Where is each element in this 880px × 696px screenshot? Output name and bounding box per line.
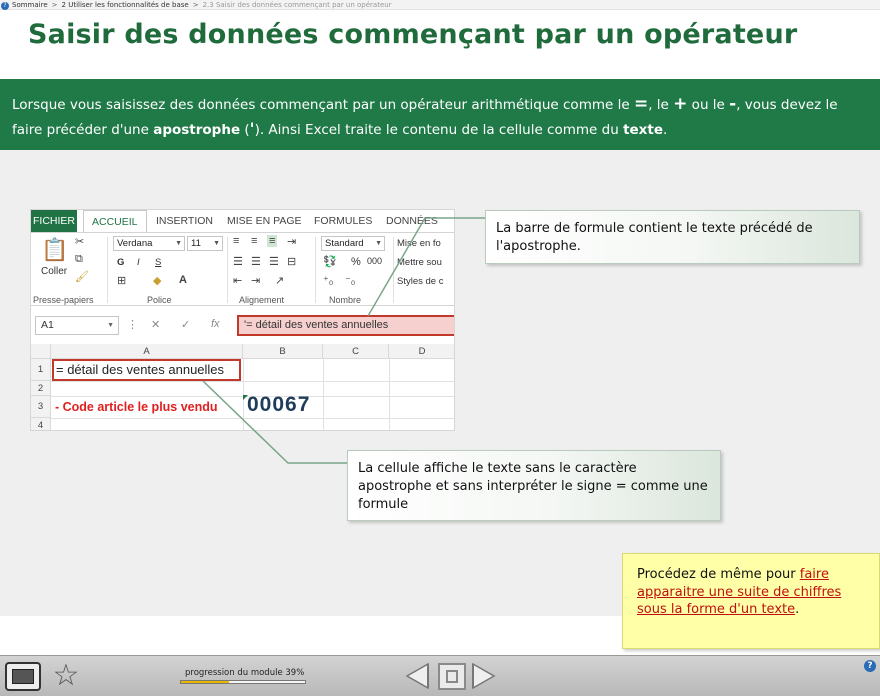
font-name-combo [113, 236, 185, 251]
ribbon-divider [227, 237, 228, 303]
breadcrumb-item-current: 2.3 Saisir des données commençant par un opérateur [202, 1, 392, 9]
currency-icon: 💱 [323, 256, 337, 268]
font-size-combo [187, 236, 223, 251]
tip-link[interactable]: faire apparaitre une suite de chiffres sous la forme d'un texte [637, 567, 842, 617]
grid-line [389, 359, 390, 431]
group-label-alignment: Alignement [239, 295, 285, 305]
column-header: C [323, 344, 389, 359]
intro-text: , le [648, 97, 674, 113]
format-as-table-item: Mettre sou [397, 257, 442, 268]
module-progress [180, 668, 306, 686]
slides-button[interactable] [438, 663, 466, 690]
orientation-icon: ↗ [275, 275, 285, 287]
column-header: B [243, 344, 323, 359]
merge-icon: ⊟ [287, 256, 297, 268]
intro-op-plus: + [673, 94, 688, 114]
formula-bar [31, 314, 455, 338]
conditional-formatting-item: Mise en fo [397, 238, 441, 249]
paste-label: Coller [41, 266, 68, 277]
intro-apostrophe-char: ' [249, 119, 255, 138]
tip-suffix: . [795, 602, 800, 617]
formula-content: '= détail des ventes annuelles [237, 315, 455, 336]
cancel-icon: ✕ [151, 319, 161, 331]
intro-text: ( [240, 122, 250, 138]
ribbon-divider [393, 237, 394, 303]
font-size-value: 11 [191, 238, 201, 249]
help-icon[interactable]: ? [1, 2, 9, 10]
intro-texte-word: texte [623, 122, 663, 138]
number-format-value: Standard [325, 238, 364, 249]
bottom-toolbar [0, 655, 880, 696]
fill-color-icon: ◆ [153, 275, 162, 287]
row-header: 1 [31, 359, 51, 381]
ribbon-divider [315, 237, 316, 303]
cell-styles-item: Styles de c [397, 276, 444, 287]
intro-op-minus: - [729, 94, 737, 114]
tab-formules: FORMULES [314, 215, 373, 227]
underline-button: S [155, 257, 162, 268]
confirm-icon: ✓ [181, 319, 191, 331]
cell-a3: - Code article le plus vendu [55, 400, 218, 414]
menu-button[interactable] [5, 662, 41, 691]
wrap-text-icon: ⇥ [287, 236, 297, 248]
column-header: A [51, 344, 243, 359]
increase-decimal-icon: ⁺₀ [323, 275, 334, 287]
ribbon-divider [107, 237, 108, 303]
breadcrumb-item-sommaire[interactable]: Sommaire [12, 1, 48, 9]
cut-icon: ✂ [75, 236, 85, 248]
percent-button: % [351, 256, 361, 268]
callout-formula-bar: La barre de formule contient le texte précédé de l'apostrophe. [485, 210, 860, 264]
decrease-decimal-icon: ⁻₀ [345, 275, 356, 287]
grid-line [51, 418, 455, 419]
screen-icon [12, 669, 34, 684]
borders-icon: ⊞ [117, 275, 127, 287]
intro-text: , vous devez le faire précéder d'une [12, 97, 838, 138]
tab-fichier: FICHIER [31, 210, 77, 232]
chevron-down-icon: ▼ [107, 322, 114, 329]
intro-op-equal: = [633, 94, 649, 114]
chevron-down-icon: ▼ [213, 240, 220, 247]
breadcrumb-item-chapter[interactable]: 2 Utiliser les fonctionnalités de base [61, 1, 189, 9]
font-color-icon: A [179, 274, 187, 286]
filmstrip-icon [446, 670, 458, 683]
more-icon: ⋮ [127, 319, 138, 331]
align-top-icon: ≡ [233, 235, 240, 247]
intro-text: ). Ainsi Excel traite le contenu de la cellule comme du [254, 122, 624, 138]
breadcrumb [0, 0, 880, 10]
row-header: 2 [31, 381, 51, 396]
grid-line [51, 381, 455, 382]
group-label-number: Nombre [329, 295, 362, 305]
progress-label: progression du module 39% [185, 668, 305, 678]
font-name-value: Verdana [117, 238, 153, 249]
progress-track [180, 680, 306, 684]
fx-icon: fx [211, 318, 220, 330]
name-box-value: A1 [41, 319, 54, 331]
callout-cell: La cellule affiche le texte sans le caractère apostrophe et sans interpréter le signe = comme une formule [347, 450, 721, 521]
breadcrumb-separator: > [192, 1, 199, 9]
chevron-down-icon: ▼ [375, 240, 382, 247]
italic-button: I [137, 257, 140, 268]
group-label-clipboard: Presse-papiers [33, 295, 94, 305]
tip-prefix: Procédez de même pour [637, 567, 800, 582]
row-header: 4 [31, 418, 51, 431]
excel-screenshot [30, 209, 455, 431]
corner-cell [31, 344, 51, 359]
breadcrumb-separator: > [51, 1, 58, 9]
intro-banner [0, 79, 880, 150]
copy-icon: ⧉ [75, 253, 83, 265]
spreadsheet-grid [31, 344, 455, 431]
cell-a1: = détail des ventes annuelles [52, 359, 241, 381]
decrease-indent-icon: ⇤ [233, 275, 243, 287]
progress-fill [181, 681, 229, 683]
align-left-icon: ☰ [233, 256, 243, 268]
tab-mise-en-page: MISE EN PAGE [227, 215, 302, 227]
increase-indent-icon: ⇥ [251, 275, 261, 287]
tab-accueil: ACCUEIL [83, 210, 147, 232]
align-center-icon: ☰ [251, 256, 261, 268]
ribbon [31, 232, 455, 306]
chevron-down-icon: ▼ [175, 240, 182, 247]
page-title: Saisir des données commençant par un opérateur [28, 19, 798, 50]
align-bottom-icon: ≡ [269, 235, 276, 247]
group-label-font: Police [147, 295, 172, 305]
ribbon-tabs [31, 210, 455, 232]
column-header: D [389, 344, 455, 359]
cell-b3: 00067 [247, 393, 311, 416]
help-button[interactable]: ? [864, 660, 876, 672]
row-header: 3 [31, 396, 51, 418]
tip-note [622, 553, 880, 649]
bold-button: G [117, 257, 125, 268]
paste-icon: 📋 [41, 237, 69, 262]
star-icon[interactable]: ☆ [52, 658, 80, 693]
intro-text: ou le [687, 97, 730, 113]
intro-text: . [663, 122, 668, 138]
thousands-button: 000 [367, 256, 383, 266]
grid-line [323, 359, 324, 431]
align-middle-icon: ≡ [251, 235, 258, 247]
tab-donnees: DONNÉES [386, 215, 438, 227]
next-button[interactable] [471, 662, 497, 690]
previous-button[interactable] [404, 662, 430, 690]
number-format-combo [321, 236, 385, 251]
format-painter-icon: 🖌 [75, 271, 89, 283]
align-right-icon: ☰ [269, 256, 279, 268]
tab-insertion: INSERTION [156, 215, 213, 227]
intro-apostrophe-word: apostrophe [153, 122, 241, 138]
intro-text: Lorsque vous saisissez des données commençant par un opérateur arithmétique comme le [12, 97, 634, 113]
name-box [35, 316, 119, 335]
